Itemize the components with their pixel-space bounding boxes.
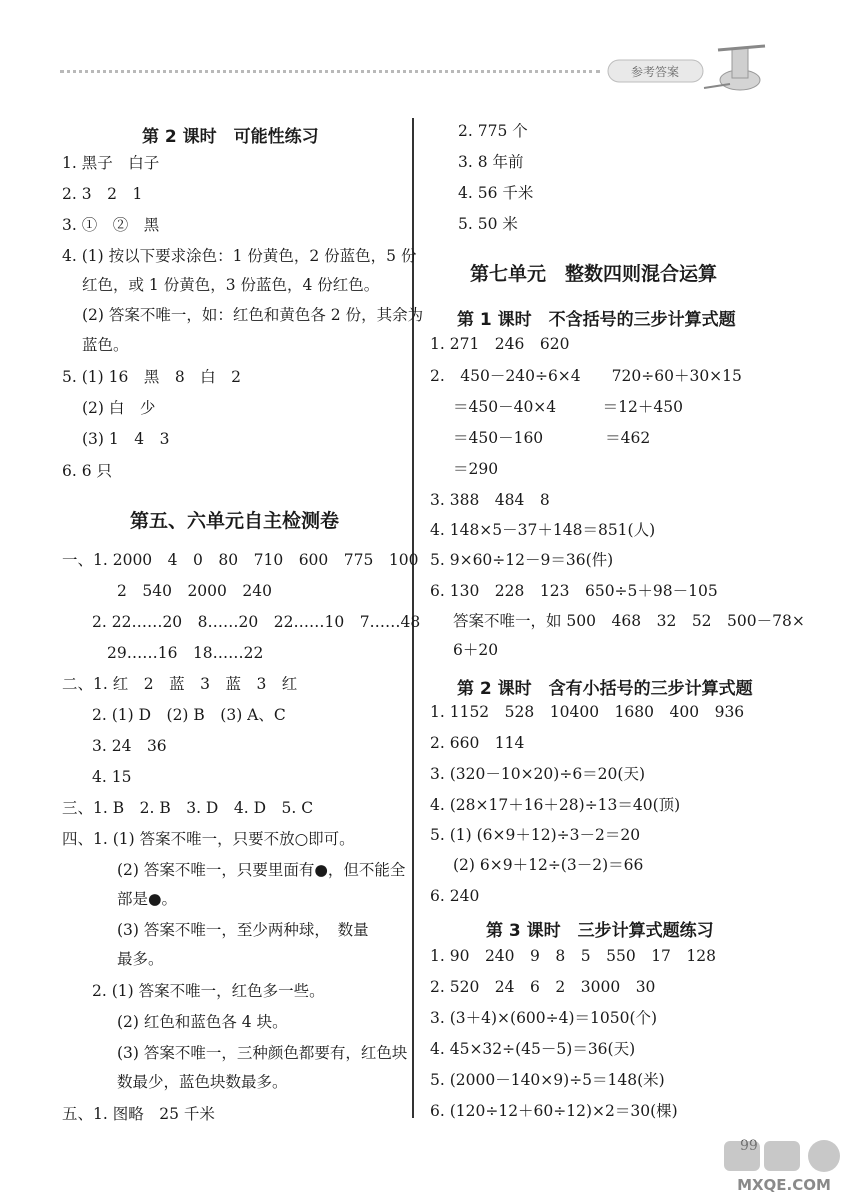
answer-line: 1. 271 246 620 (430, 335, 570, 353)
answer-line: 2. 660 114 (430, 734, 525, 752)
answer-line: (3) 1 4 3 (82, 430, 170, 448)
answer-line: ＝450－40×4 ＝12＋450 (453, 398, 683, 416)
answer-line: (2) 答案不唯一，只要里面有●，但不能全 (117, 861, 406, 879)
answer-line: 部是●。 (117, 890, 178, 908)
answer-line: 4. 15 (92, 768, 132, 786)
answer-line: 4. 148×5－37＋148＝851(人) (430, 521, 656, 539)
header-banner-text: 参考答案 (630, 65, 680, 79)
answer-line: 4. (1) 按以下要求涂色：1 份黄色，2 份蓝色，5 份 (62, 247, 417, 265)
answer-line: 29……16 18……22 (107, 644, 264, 662)
answer-line: 3. 24 36 (92, 737, 167, 755)
answer-line: 6. 240 (430, 887, 480, 905)
answer-line: (3) 答案不唯一，三种颜色都要有，红色块 (117, 1044, 408, 1062)
answer-line: 红色，或 1 份黄色，3 份蓝色，4 份红色。 (82, 276, 380, 294)
answer-line: (3) 答案不唯一，至少两种球， 数量 (117, 921, 369, 939)
answer-line: 4. 56 千米 (458, 184, 534, 202)
answer-line: 5. (1) 16 黑 8 白 2 (62, 368, 242, 386)
answer-line: (2) 白 少 (82, 399, 156, 417)
lesson-title-practice: 第 3 课时 三步计算式题练习 (486, 921, 714, 941)
answer-line: 2 540 2000 240 (117, 582, 272, 600)
answer-line: (2) 6×9＋12÷(3－2)＝66 (453, 856, 644, 874)
answer-line: 4. (28×17＋16＋28)÷13＝40(顶) (430, 796, 681, 814)
answer-line: 3. (3＋4)×(600÷4)＝1050(个) (430, 1009, 658, 1027)
answer-line: 蓝色。 (82, 336, 129, 354)
answer-line: 3. (320－10×20)÷6＝20(天) (430, 765, 645, 783)
answer-line: 3. ① ② 黑 (62, 216, 160, 234)
answer-line: 五、1. 图略 25 千米 (62, 1105, 215, 1123)
answer-line: 6. 130 228 123 650÷5＋98－105 (430, 582, 718, 600)
answer-line: 2. 22……20 8……20 22……10 7……48 (92, 613, 421, 631)
lesson-title-with-brackets: 第 2 课时 含有小括号的三步计算式题 (457, 679, 753, 699)
answer-line: 6. (120÷12＋60÷12)×2＝30(棵) (430, 1102, 678, 1120)
answer-line: 2. 3 2 1 (62, 185, 143, 203)
answer-line: 5. 50 米 (458, 215, 518, 233)
answer-line: 6. 6 只 (62, 462, 113, 480)
header-dotted-rule (60, 70, 600, 73)
answer-line: 6＋20 (453, 641, 499, 659)
answer-line: 2. 450－240÷6×4 720÷60＋30×15 (430, 367, 742, 385)
answer-line: 一、1. 2000 4 0 80 710 600 775 100 (62, 551, 419, 569)
answer-line: 2. 520 24 6 2 3000 30 (430, 978, 656, 996)
answer-line: 二、1. 红 2 蓝 3 蓝 3 红 (62, 675, 298, 693)
answer-line: 三、1. B 2. B 3. D 4. D 5. C (62, 799, 314, 817)
answer-line: ＝450－160 ＝462 (453, 429, 651, 447)
answer-line: 5. (2000－140×9)÷5＝148(米) (430, 1071, 665, 1089)
answer-line: (2) 红色和蓝色各 4 块。 (117, 1013, 288, 1031)
answer-line: (2) 答案不唯一，如：红色和黄色各 2 份，其余为 (82, 306, 424, 324)
answer-line: 4. 45×32÷(45－5)＝36(天) (430, 1040, 636, 1058)
answer-line: ＝290 (453, 460, 499, 478)
watermark-text: MXQE.COM (737, 1176, 831, 1194)
answer-line: 1. 黑子 白子 (62, 154, 160, 172)
answer-line: 数最少，蓝色块数最多。 (117, 1073, 288, 1091)
answer-line: 1. 90 240 9 8 5 550 17 128 (430, 947, 717, 965)
watermark-logo (720, 1135, 845, 1195)
answer-line: 5. (1) (6×9＋12)÷3－2＝20 (430, 826, 641, 844)
answer-line: 1. 1152 528 10400 1680 400 936 (430, 703, 745, 721)
unit-seven-title: 第七单元 整数四则混合运算 (470, 263, 718, 285)
answer-line: 3. 8 年前 (458, 153, 524, 171)
answer-line: 5. 9×60÷12－9＝36(件) (430, 551, 614, 569)
header-banner-art (600, 40, 770, 100)
answer-line: 最多。 (117, 950, 164, 968)
answer-line: 四、1. (1) 答案不唯一，只要不放○即可。 (62, 830, 355, 848)
unit-test-title: 第五、六单元自主检测卷 (130, 510, 340, 532)
answer-line: 3. 388 484 8 (430, 491, 550, 509)
answer-line: 2. 775 个 (458, 122, 528, 140)
answer-line: 2. (1) D (2) B (3) A、C (92, 706, 286, 724)
lesson-title-no-brackets: 第 1 课时 不含括号的三步计算式题 (457, 310, 736, 330)
lesson-title-probability: 第 2 课时 可能性练习 (142, 127, 319, 147)
answer-line: 2. (1) 答案不唯一，红色多一些。 (92, 982, 325, 1000)
answer-line: 答案不唯一，如 500 468 32 52 500－78× (453, 612, 805, 630)
